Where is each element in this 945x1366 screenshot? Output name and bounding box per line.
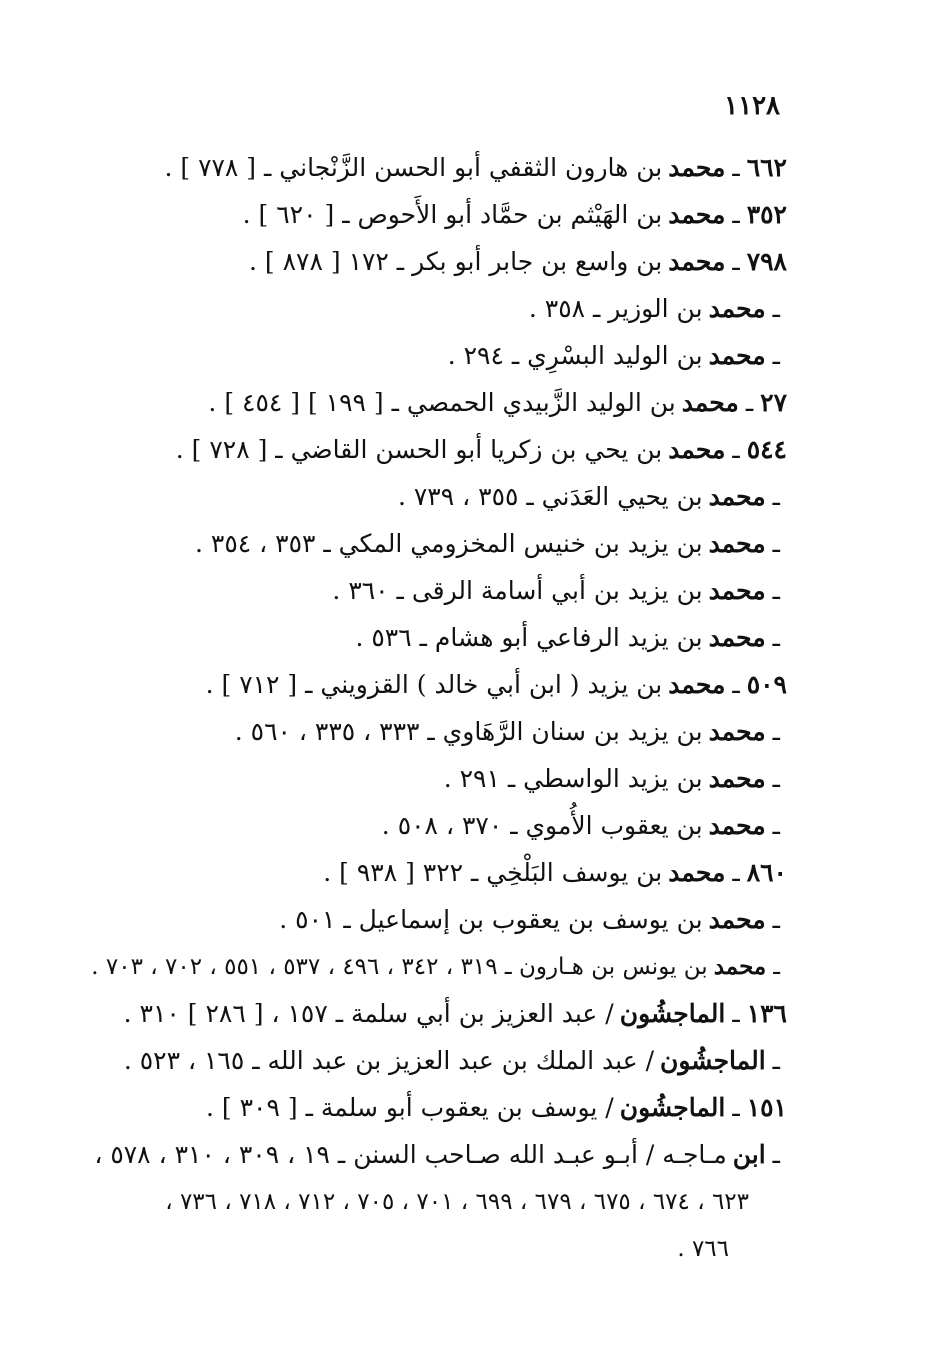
index-entry [87, 195, 787, 242]
index-entry [87, 1088, 787, 1135]
entry-name: محمد [708, 529, 766, 558]
entry-text: بن واسع بن جابر أبو بكر ـ ١٧٢ [ ٨٧٨ ] . [249, 247, 663, 276]
entry-name: محمد [668, 435, 726, 464]
entry-name: محمد [708, 764, 766, 793]
entry-continuation: ٦٢٣ ، ٦٧٤ ، ٦٧٥ ، ٦٧٩ ، ٦٩٩ ، ٧٠١ ، ٧٠٥ ، ٧١٢ ، ٧١٨ ، ٧٣٦ ، [165, 1189, 749, 1215]
index-entry [87, 524, 787, 571]
entry-dash: ـ [732, 153, 740, 182]
index-entry [87, 1041, 787, 1088]
entry-name: ابن [732, 1140, 766, 1169]
entry-number: ٣٥٢ [746, 200, 787, 229]
entry-name: محمد [708, 341, 766, 370]
entry-dash: ـ [745, 388, 754, 417]
entry-name: محمد [668, 200, 726, 229]
index-entry [87, 712, 787, 759]
entry-dash: ـ [772, 1140, 780, 1169]
entry-name: الماجشُون [619, 999, 726, 1028]
entry-name: الماجشُون [619, 1093, 726, 1122]
index-entry [87, 477, 787, 524]
entry-dash: ـ [772, 294, 780, 323]
entry-name: محمد [708, 811, 766, 840]
entry-number: ١٣٦ [746, 999, 787, 1028]
entry-dash: ـ [772, 529, 780, 558]
index-entry [87, 994, 787, 1041]
entry-number: ١٥١ [746, 1093, 787, 1122]
entry-dash: ـ [732, 858, 740, 887]
index-entry [87, 900, 787, 947]
index-entry [87, 665, 787, 712]
entry-dash: ـ [772, 482, 780, 511]
index-entry [87, 853, 787, 900]
index-entry [87, 947, 787, 994]
entry-number: ٥٠٩ [746, 670, 787, 699]
entry-text: بن يزيد بن سنان الرَّهَاوي ـ ٣٣٣ ، ٣٣٥ ، ٥٦٠ . [234, 717, 703, 746]
index-entry [87, 806, 787, 853]
entry-dash: ـ [772, 1046, 780, 1075]
entry-name: محمد [713, 953, 767, 980]
entry-text: بن يزيد بن خنيس المخزومي المكي ـ ٣٥٣ ، ٣٥٤ . [195, 529, 703, 558]
entry-name: محمد [668, 670, 726, 699]
index-entry [87, 571, 787, 618]
entry-name: محمد [681, 388, 739, 417]
index-entry [87, 618, 787, 665]
entry-number: ٥٤٤ [746, 435, 787, 464]
index-entries [87, 148, 787, 1276]
entry-text: / عبد العزيز بن أبي سلمة ـ ١٥٧ ، [ ٢٨٦ ] ٣١٠ . [123, 999, 614, 1028]
entry-dash: ـ [732, 435, 740, 464]
index-entry [87, 1135, 787, 1182]
entry-dash: ـ [772, 341, 780, 370]
entry-dash: ـ [773, 954, 780, 980]
entry-text: بن يزيد الرفاعي أبو هشام ـ ٥٣٦ . [355, 623, 703, 652]
index-entry [87, 430, 787, 477]
entry-dash: ـ [772, 905, 780, 934]
entry-name: الماجشُون [660, 1046, 766, 1075]
index-entry [87, 383, 787, 430]
entry-text: بن الوليد البسْرِي ـ ٢٩٤ . [447, 341, 703, 370]
entry-name: محمد [708, 576, 766, 605]
entry-text: بن يزيد بن أبي أسامة الرقى ـ ٣٦٠ . [332, 576, 703, 605]
entry-name: محمد [668, 153, 726, 182]
entry-text: بن يحيي العَدَني ـ ٣٥٥ ، ٧٣٩ . [397, 482, 703, 511]
entry-dash: ـ [732, 999, 740, 1028]
entry-dash: ـ [732, 247, 740, 276]
entry-dash: ـ [732, 1093, 740, 1122]
entry-text: بن الهَيْثم بن حمَّاد أبو الأَحوص ـ [ ٦٢٠ ] . [242, 200, 663, 229]
entry-text: بن يوسف البَلْخِي ـ ٣٢٢ [ ٩٣٨ ] . [323, 858, 663, 887]
entry-number: ٢٧ [760, 388, 787, 417]
entry-text: بن الوزير ـ ٣٥٨ . [528, 294, 703, 323]
entry-dash: ـ [772, 717, 780, 746]
entry-dash: ـ [732, 670, 740, 699]
index-entry [87, 289, 787, 336]
entry-number: ٧٩٨ [746, 247, 787, 276]
entry-name: محمد [708, 623, 766, 652]
entry-text: بن يزيد ( ابن أبي خالد ) القزويني ـ [ ٧١٢ ] . [205, 670, 663, 699]
entry-text: بن يحي بن زكريا أبو الحسن القاضي ـ [ ٧٢٨ ] . [175, 435, 663, 464]
entry-dash: ـ [772, 623, 780, 652]
entry-name: محمد [708, 905, 766, 934]
entry-text: مـاجـه / أبـو عبـد الله صـاحب السنن ـ ١٩ ، ٣٠٩ ، ٣١٠ ، ٥٧٨ ، [94, 1140, 727, 1169]
index-entry [87, 148, 787, 195]
entry-text: بن يوسف بن يعقوب بن إسماعيل ـ ٥٠١ . [279, 905, 703, 934]
entry-name: محمد [708, 717, 766, 746]
entry-number: ٨٦٠ [746, 858, 787, 887]
entry-name: محمد [708, 294, 766, 323]
entry-text: / عبد الملك بن عبد العزيز بن عبد الله ـ ١٦٥ ، ٥٢٣ . [123, 1046, 654, 1075]
entry-dash: ـ [772, 811, 780, 840]
index-entry [87, 759, 787, 806]
entry-text: بن الوليد الزَّبيدي الحمصي ـ [ ١٩٩ ] [ ٤٥٤ ] . [208, 388, 676, 417]
entry-name: محمد [708, 482, 766, 511]
entry-name: محمد [668, 858, 726, 887]
index-entry [87, 336, 787, 383]
entry-text: بن يعقوب الأُموي ـ ٣٧٠ ، ٥٠٨ . [381, 811, 703, 840]
page-number: ١١٢٨ [724, 91, 780, 121]
entry-text: / يوسف بن يعقوب أبو سلمة ـ [ ٣٠٩ ] . [206, 1093, 614, 1122]
entry-text: بن يونس بن هـارون ـ ٣١٩ ، ٣٤٢ ، ٤٩٦ ، ٥٣٧ ، ٥٥١ ، ٧٠٢ ، ٧٠٣ . [91, 954, 708, 980]
entry-dash: ـ [732, 200, 740, 229]
entry-number: ٦٦٢ [746, 153, 787, 182]
entry-name: محمد [668, 247, 726, 276]
entry-dash: ـ [772, 764, 780, 793]
entry-text: بن يزيد الواسطي ـ ٢٩١ . [443, 764, 703, 793]
entry-text: بن هارون الثقفي أبو الحسن الزَّنْجاني ـ [ ٧٧٨ ] . [164, 153, 663, 182]
entry-dash: ـ [772, 576, 780, 605]
entry-continuation: ٧٦٦ . [677, 1236, 729, 1262]
index-entry [87, 242, 787, 289]
